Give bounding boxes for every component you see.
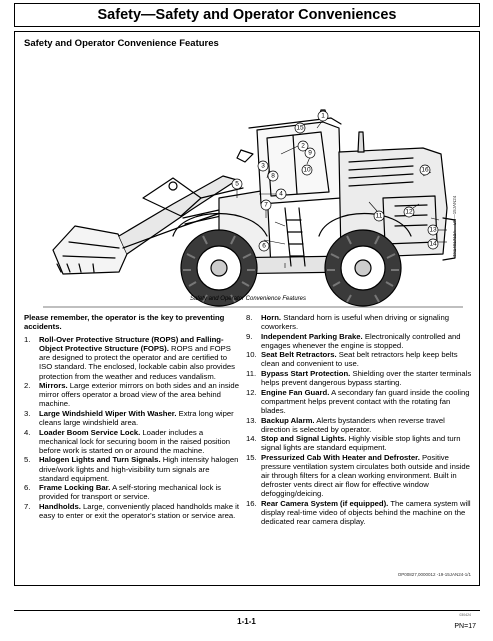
svg-text:14: 14 [429, 240, 437, 248]
svg-text:5: 5 [235, 180, 239, 188]
section-title: Safety and Operator Convenience Features [24, 38, 219, 49]
list-item: 6. Frame Locking Bar. A self-storing mechanical lock is provided for transport or service. [24, 483, 222, 502]
features-list-left [24, 313, 239, 521]
pn-label: PN=17 [454, 623, 476, 630]
list-item: 7. Handholds. Large, conveniently placed handholds make it easy to enter or exit the operator's station or service area. [24, 501, 239, 520]
callout-4 [276, 189, 286, 199]
svg-text:15: 15 [296, 124, 304, 132]
list-item: 12. Engine Fan Guard. A secondary fan guard inside the cooling compartment helps prevent contact with the rotating fan blades. [246, 387, 470, 415]
list-item: 5. Halogen Lights and Turn Signals. High intensity halogen drive/work lights and high-visibility turn signals are standard equipment. [24, 455, 239, 483]
safety-features-panel [14, 31, 480, 586]
callout-7 [261, 200, 271, 210]
loader-illustration [23, 58, 471, 322]
callout-16 [420, 165, 430, 175]
list-item: 11. Bypass Start Protection. Shielding over the starter terminals helps prevent dangerous bypass starting. [246, 369, 472, 388]
svg-text:16: 16 [421, 166, 429, 174]
svg-text:13: 13 [429, 226, 437, 234]
svg-text:10: 10 [303, 166, 311, 174]
svg-text:7: 7 [264, 201, 268, 209]
list-item: 15. Pressurized Cab With Heater and Defroster. Positive pressure ventilation system circulates both outside and inside air through filters for a clean working environment. Built in defroster vents direct air flow for effective window defogging/deicing. [246, 452, 470, 499]
callout-1 [318, 111, 328, 121]
list-item: 1. Roll-Over Protective Structure (ROPS) and Falling-Object Protective Structure (FOPS). ROPS and FOPS are designed to protect the operator and are certified to ISO standard. The enclosed, lockable cabin also provides protection from the weather and reduces vandalism. [24, 335, 236, 381]
list-item: 8. Horn. Standard horn is useful when driving or signaling coworkers. [246, 313, 450, 332]
list-item: 10. Seat Belt Retractors. Seat belt retractors help keep belts clean and convenient to use. [246, 350, 458, 369]
svg-text:6: 6 [262, 242, 266, 250]
callout-13 [428, 225, 438, 235]
svg-text:9: 9 [308, 149, 312, 157]
list-item: 4. Loader Boom Service Lock. Loader includes a mechanical lock for securing boom in the raised position before work is started on or around the machine. [24, 427, 231, 455]
page-title: Safety—Safety and Operator Conveniences [97, 7, 397, 23]
svg-text:12: 12 [405, 208, 413, 216]
callout-14 [428, 239, 438, 249]
print-date-code: 030424 [459, 613, 471, 617]
callout-9 [305, 148, 315, 158]
callout-12 [404, 207, 414, 217]
callout-5 [232, 179, 242, 189]
svg-text:2: 2 [301, 142, 305, 150]
svg-text:11: 11 [375, 212, 383, 220]
page-number: 1-1-1 [237, 617, 256, 626]
footer-divider [14, 610, 480, 611]
callout-10 [302, 165, 312, 175]
callout-3 [258, 161, 268, 171]
list-item: 3. Large Windshield Wiper With Washer. Extra long wiper cleans large windshield area. [24, 408, 234, 428]
callout-8 [268, 171, 278, 181]
svg-text:8: 8 [271, 172, 275, 180]
svg-text:1: 1 [321, 112, 325, 120]
figure-caption: Safety and Operator Convenience Features [189, 296, 307, 302]
features-list-right [246, 313, 474, 527]
list-item: 14. Stop and Signal Lights. Highly visible stop lights and turn signal lights are standard equipment. [246, 434, 461, 453]
list-item: 9. Independent Parking Brake. Electronically controlled and engages whenever the engine is stopped. [246, 331, 461, 350]
figure-code: TX1401712A —UN—15JAN24 [452, 195, 457, 257]
svg-text:4: 4 [279, 190, 283, 198]
list-item: 2. Mirrors. Large exterior mirrors on both sides and an inside mirror offers operator a broad view of the area behind machine. [24, 381, 239, 409]
list-item: 13. Backup Alarm. Alerts bystanders when reverse travel direction is selected by operator. [246, 415, 445, 434]
callout-6 [259, 241, 269, 251]
svg-text:3: 3 [261, 162, 265, 170]
reference-code: OP00827,0000012 -19-15JAN24-1/1 [397, 572, 471, 577]
callout-11 [374, 211, 384, 221]
intro-text: Please remember, the operator is the key to preventing accidents. [24, 313, 225, 332]
callout-15 [295, 123, 305, 133]
list-item: 16. Rear Camera System (if equipped). The camera system will display real-time video of objects behind the machine on the dedicated rear camera display. [246, 498, 471, 527]
page-header [14, 3, 480, 27]
